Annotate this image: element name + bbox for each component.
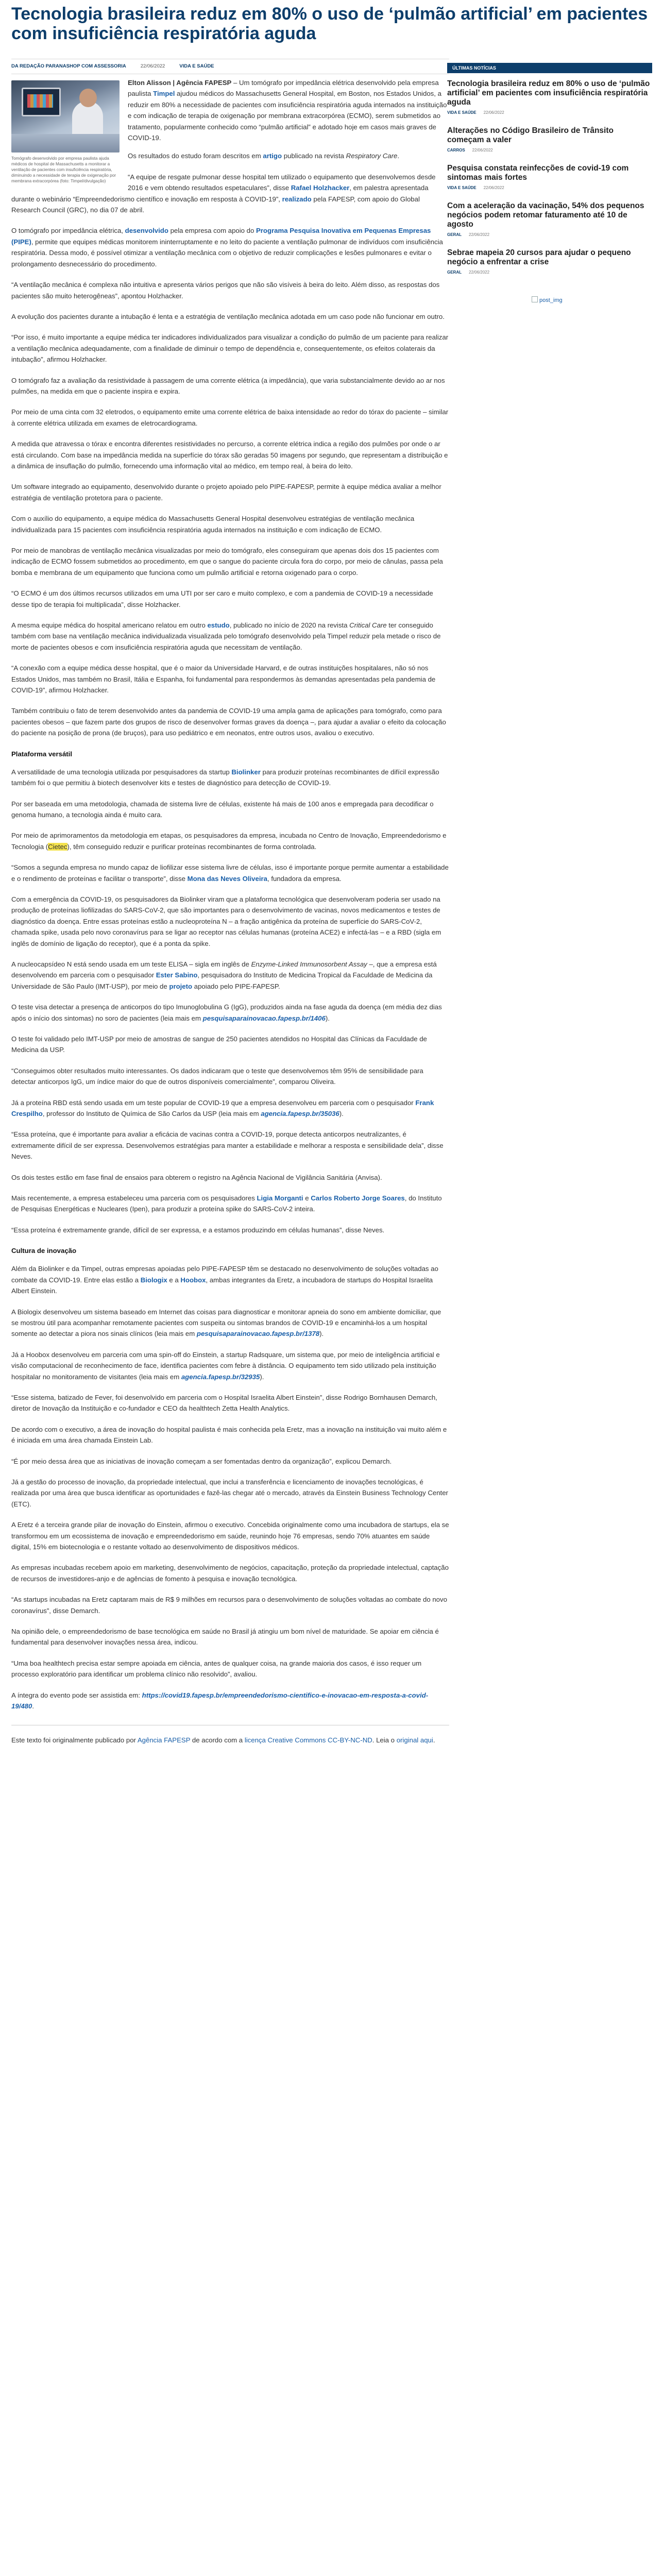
sidebar-ad[interactable] <box>447 293 652 427</box>
paragraph: Por meio de aprimoramentos da metodologia em etapas, os pesquisadores da empresa, incubada no Centro de Inovação, Empreendedorismo e Tecnologia (Cietec), têm conseguido reduzir e purificar proteínas recombinantes de forma controlada. <box>11 832 447 851</box>
link-1378[interactable]: pesquisaparainovacao.fapesp.br/1378 <box>196 1330 320 1338</box>
paragraph: “A equipe de resgate pulmonar desse hospital tem utilizado o equipamento que desenvolvemos desde 2016 e vem obtendo resultados espetaculares”, disse Rafael Holzhacker, em palestra apresentada durante o webinário “Empreendedorismo científico e inovação em resposta à COVID-19”, realizado pela FAPESP, com apoio do Global Research Council (GRC), no dia 07 de abril. <box>11 173 436 214</box>
link-original[interactable]: original aqui <box>396 1736 433 1744</box>
lead-paragraph: Elton Alisson | Agência FAPESP – Um tomógrafo por impedância elétrica desenvolvido pela empresa paulista Timpel ajudou médicos do Massachusetts General Hospital, em Boston, nos Estados Unidos, a reduzir em 80% a necessidade de pacientes com insuficiência respiratória aguda internados na instituição e com indicação de terapia de oxigenação por membrana extracorpórea (ECMO), serem submetidos ao tratamento, popularmente conhecido como “pulmão artificial” e adotado hoje em casos mais graves de COVID-19. <box>128 79 447 142</box>
link-biolinker[interactable]: Biolinker <box>231 768 261 776</box>
link-35036[interactable]: agencia.fapesp.br/35036 <box>261 1110 339 1118</box>
article-body <box>11 77 449 1756</box>
news-meta: VIDA E SAÚDE 22/06/2022 <box>447 185 504 190</box>
link-soares[interactable]: Carlos Roberto Jorge Soares <box>311 1194 405 1202</box>
news-title[interactable]: Alterações no Código Brasileiro de Trânsito começam a valer <box>447 126 614 144</box>
paragraph: Por meio de manobras de ventilação mecânica visualizadas por meio do tomógrafo, eles conseguiram que apenas dois dos 15 pacientes com indicação de ECMO fossem submetidos ao procedimento, em que o sangue do paciente circula fora do corpo, por meio de cânulas, passa pela bomba e membrana de um equipamento que funciona como um pulmão artificial e retorna oxigenado para o corpo. <box>11 547 443 577</box>
sidebar-news-item[interactable] <box>447 201 652 242</box>
paragraph: A mesma equipe médica do hospital americano relatou em outro estudo, publicado no início de 2020 na revista Critical Care ter conseguido também com base na ventilação mecânica individualizada visualizada pelo tomógrafo desenvolvido pela Timpel reduzir pela metade o risco de morte de pacientes obesos e com insuficiência respiratória aguda que necessitam de ventilação. <box>11 621 441 651</box>
paragraph: “As startups incubadas na Eretz captaram mais de R$ 9 milhões em recursos para o desenvolvimento de soluções voltadas ao combate do novo coronavírus”, disse Demarch. <box>11 1596 447 1615</box>
paragraph: A versatilidade de uma tecnologia utilizada por pesquisadores da startup Biolinker para produzir proteínas recombinantes de difícil expressão também foi o que permitiu à biotech desenvolver kits e testes de diagnóstico para detecção de COVID-19. <box>11 768 439 787</box>
link-desenvolvido[interactable]: desenvolvido <box>125 227 168 235</box>
paragraph: A nucleocapsídeo N está sendo usada em um teste ELISA – sigla em inglês de Enzyme-Linked Immunosorbent Assay –, que a empresa está desenvolvendo em parceria com o pesquisador Ester Sabino, pesquisadora do Instituto de Medicina Tropical da Faculdade de Medicina da Universidade de São Paulo (IMT-USP), por meio de projeto apoiado pelo PIPE-FAPESP. <box>11 960 437 990</box>
link-estudo[interactable]: estudo <box>207 621 230 630</box>
link-timpel[interactable]: Timpel <box>153 90 175 98</box>
paragraph: “Conseguimos obter resultados muito interessantes. Os dados indicaram que o teste que desenvolvemos têm 95% de sensibilidade para detectar anticorpos IgG, um índice maior do que de outros disponíveis comercialmente”, comparou Oliveira. <box>11 1066 423 1086</box>
paragraph: “Esse sistema, batizado de Fever, foi desenvolvido em parceria com o Hospital Israelita Albert Einstein”, disse Rodrigo Bornhausen Demarch, diretor de Inovação da Instituição e co-fundador e CEO da healthtech Zetta Health Analytics. <box>11 1393 437 1413</box>
news-meta: CARROS 22/06/2022 <box>447 148 493 152</box>
news-title[interactable]: Tecnologia brasileira reduz em 80% o uso de ‘pulmão artificial’ em pacientes com insuficiência respiratória aguda <box>447 79 650 107</box>
paragraph: O teste foi validado pelo IMT-USP por meio de amostras de sangue de 250 pacientes atendidos no Hospital das Clínicas da Faculdade de Medicina da USP. <box>11 1035 427 1054</box>
paragraph: O tomógrafo por impedância elétrica, desenvolvido pela empresa com apoio do Programa Pesquisa Inovativa em Pequenas Empresas (PIPE), permite que equipes médicas monitorem ininterruptamente e no leito do paciente a ventilação pulmonar de indivíduos com insuficiência respiratória. Dessa modo, é possível otimizar a ventilação mecânica com o objetivo de reduzir complicações e lesões pulmonares e evitar o prolongamento desnecessário do procedimento. <box>11 227 443 268</box>
paragraph: Por ser baseada em uma metodologia, chamada de sistema livre de células, existente há mais de 100 anos e empregada para decodificar o genoma humano, a tecnologia ainda é muito cara. <box>11 800 434 819</box>
section-heading: Plataforma versátil <box>11 750 73 758</box>
paragraph: “O ECMO é um dos últimos recursos utilizados em uma UTI por ser caro e muito complexo, e com a pandemia de COVID-19 a necessidade desse tipo de terapia foi multiplicada”, disse Holzhacker. <box>11 589 433 608</box>
news-meta: GERAL 22/06/2022 <box>447 270 490 275</box>
lead-author: Elton Alisson | Agência FAPESP <box>128 79 232 87</box>
broken-image-icon[interactable]: post_img <box>532 296 563 303</box>
sidebar-news-item[interactable] <box>447 126 652 158</box>
paragraph: “Uma boa healthtech precisa estar sempre apoiada em ciência, antes de qualquer coisa, na grande maioria dos casos, é isso requer um processo exploratório para identificar um problema clínico não resolvido”, avaliou. <box>11 1659 422 1679</box>
paragraph: “A conexão com a equipe médica desse hospital, que é o maior da Universidade Harvard, e de outras instituições hospitalares, não só nos Estados Unidos, mas também no Brasil, Itália e Espanha, foi fundamental para respondermos às demandas apresentadas pela pandemia de COVID-19”, afirmou Holzhacker. <box>11 664 436 694</box>
paragraph: “Essa proteína é extremamente grande, difícil de ser expressa, e a estamos produzindo em células humanas”, disse Neves. <box>11 1226 385 1234</box>
sidebar <box>445 63 652 427</box>
link-covid19-event[interactable]: https://covid19.fapesp.br/empreendedorismo-cientifico-e-inovacao-em-resposta-a-covid-19/480 <box>11 1691 429 1710</box>
paragraph: Já a gestão do processo de inovação, da propriedade intelectual, que inclui a transferência e licenciamento de inovações tecnológicas, é realizada por uma área que busca identificar as oportunidades e fazê-las chegar até o mercado, através da Einstein Business Technology Center (ETC). <box>11 1478 448 1508</box>
article-figure <box>11 80 120 184</box>
news-title[interactable]: Sebrae mapeia 20 cursos para ajudar o pequeno negócio a enfrentar a crise <box>447 248 631 266</box>
paragraph: Também contribuiu o fato de terem desenvolvido antes da pandemia de COVID-19 uma ampla gama de aplicações para tomógrafo, como para pacientes obesos – que fazem parte dos grupos de risco de desenvolver formas graves da doença –, para ajudar a avaliar o efeito da colocação do paciente na posição de prona (de bruços), para uso pediátrico e em neonatos, entre outros usos, avaliou o executivo. <box>11 707 446 737</box>
link-pipe[interactable]: Programa Pesquisa Inovativa em Pequenas Empresas (PIPE) <box>11 227 431 246</box>
paragraph: “É por meio dessa área que as iniciativas de inovação começam a ser fomentadas dentro da organização”, explicou Demarch. <box>11 1457 392 1465</box>
link-realizado[interactable]: realizado <box>282 195 312 203</box>
link-32935[interactable]: agencia.fapesp.br/32935 <box>181 1372 260 1381</box>
paragraph: A medida que atravessa o tórax e encontra diferentes resistividades no percurso, a corrente elétrica indica a região dos pulmões por onde o ar está circulando. Com base na impedância medida na superfície do tórax são geradas 50 imagens por segundo, que representam a distribuição e a dinâmica de insuflação do pulmão, fornecendo uma informação vital ao médico, em tempo real, à beira do leito. <box>11 440 448 470</box>
paragraph: Por meio de uma cinta com 32 eletrodos, o equipamento emite uma corrente elétrica de baixa intensidade ao redor do tórax do paciente – similar à corrente elétrica utilizada em exames de eletrocardiograma. <box>11 408 449 427</box>
link-agencia-fapesp[interactable]: Agência FAPESP <box>137 1736 191 1744</box>
paragraph: Com o auxílio do equipamento, a equipe médica do Massachusetts General Hospital desenvolveu estratégias de ventilação mecânica individualizada para 15 pacientes com insuficiência respiratória aguda internados na instituição e com indicação de ECMO. <box>11 515 415 534</box>
paragraph: O teste visa detectar a presença de anticorpos do tipo Imunoglobulina G (IgG), produzidos ainda na fase aguda da doença (em média dez dias após o início dos sintomas) no soro de pacientes (leia mais em pesquisaparainovacao.fapesp.br/1406). <box>11 1003 442 1022</box>
link-mona[interactable]: Mona das Neves Oliveira <box>187 874 267 883</box>
paragraph: “Essa proteína, que é importante para avaliar a eficácia de vacinas contra a COVID-19, porque detecta anticorpos neutralizantes, é extremamente difícil de ser expressa. Desenvolvemos estratégias para manter a estabilidade e melhorar a resposta e sensibilidade dela”, disse Neves. <box>11 1130 444 1161</box>
paragraph: A Biologix desenvolveu um sistema baseado em Internet das coisas para diagnosticar e monitorar apneia do sono em ambiente domiciliar, que se mostrou útil para acompanhar remotamente pacientes com suspeita ou sintomas brandos de COVID-19 e encaminhá-los a um hospital somente ao detectar a piora nos sinais clínicos (leia mais em pesquisaparainovacao.fapesp.br/1378). <box>11 1308 441 1338</box>
link-morganti[interactable]: Ligia Morganti <box>257 1194 303 1202</box>
section-heading: Cultura de inovação <box>11 1247 77 1255</box>
footer-note: Este texto foi originalmente publicado por Agência FAPESP de acordo com a licença Creative Commons CC-BY-NC-ND. Leia o original aqui. <box>11 1736 435 1744</box>
article-title: Tecnologia brasileira reduz em 80% o uso de ‘pulmão artificial’ em pacientes com insuficiência respiratória aguda <box>11 4 648 43</box>
highlight-cietec: Cietec <box>48 842 67 851</box>
paragraph: Na opinião dele, o empreendedorismo de base tecnológica em saúde no Brasil já atingiu um bom nível de maturidade. Se apoiar em ciência é fundamental para desenvolver inovações nessa área, indicou. <box>11 1628 439 1647</box>
news-title[interactable]: Pesquisa constata reinfecções de covid-19 com sintomas mais fortes <box>447 164 629 182</box>
photo-caption: Tomógrafo desenvolvido por empresa paulista ajuda médicos de hospital de Massachusetts a monitorar a ventilação de pacientes com insuficiência respiratória, diminuindo a necessidade de terapia de oxigenação por membrana extracorpórea (foto: Timpel/divulgação) <box>11 156 116 183</box>
sidebar-news-item[interactable] <box>447 164 652 195</box>
sidebar-heading: ÚLTIMAS NOTÍCIAS <box>447 63 652 73</box>
meta-source: DA REDAÇÃO PARANASHOP COM ASSESSORIA <box>11 63 126 69</box>
paragraph: Os resultados do estudo foram descritos em artigo publicado na revista Respiratory Care. <box>128 152 400 160</box>
paragraph: “Somos a segunda empresa no mundo capaz de liofilizar esse sistema livre de células, isso é importante porque permite aumentar a estabilidade e o rendimento de proteínas e facilitar o transporte”, disse Mona das Neves Oliveira, fundadora da empresa. <box>11 863 449 883</box>
paragraph: Já a Hoobox desenvolveu em parceria com uma spin-off do Einstein, a startup Radsquare, um sistema que, por meio de inteligência artificial e visão computacional de reconhecimento de face, identifica pacientes com febre à distância. O equipamento tem sido utilizado pela instituição hospitalar no monitoramento de visitantes (leia mais em agencia.fapesp.br/32935). <box>11 1350 440 1381</box>
paragraph: O tomógrafo faz a avaliação da resistividade à passagem de uma corrente elétrica (a impedância), que varia substancialmente devido ao ar nos pulmões, na medida em que o paciente inspira e expira. <box>11 376 445 395</box>
news-meta: VIDA E SAÚDE 22/06/2022 <box>447 110 504 115</box>
meta-date: 22/06/2022 <box>140 63 165 69</box>
link-hoobox[interactable]: Hoobox <box>180 1276 206 1284</box>
paragraph: A íntegra do evento pode ser assistida em: https://covid19.fapesp.br/empreendedorismo-cientifico-e-inovacao-em-resposta-a-covid-19/480. <box>11 1691 429 1710</box>
paragraph: A evolução dos pacientes durante a intubação é lenta e a estratégia de ventilação mecânica adotada em um caso pode não funcionar em outro. <box>11 312 445 320</box>
paragraph: Um software integrado ao equipamento, desenvolvido durante o projeto apoiado pelo PIPE-FAPESP, permite à equipe médica avaliar a melhor estratégia de ventilação protetora para o paciente. <box>11 483 441 502</box>
meta-section[interactable]: VIDA E SAÚDE <box>179 63 214 69</box>
paragraph: Já a proteína RBD está sendo usada em um teste popular de COVID-19 que a empresa desenvolveu em parceria com o pesquisador Frank Crespilho, professor do Instituto de Química de São Carlos da USP (leia mais em agencia.fapesp.br/35036). <box>11 1098 434 1118</box>
link-holzhacker[interactable]: Rafael Holzhacker <box>291 184 350 192</box>
link-ester-sabino[interactable]: Ester Sabino <box>156 971 198 979</box>
sidebar-news-item[interactable] <box>447 79 652 120</box>
link-artigo[interactable]: artigo <box>263 152 282 160</box>
paragraph: “A ventilação mecânica é complexa não intuitiva e apresenta vários perigos que não são visíveis à beira do leito. Além disso, as respostas dos pacientes são muito heterogêneas”, apontou Holzhacker. <box>11 281 440 300</box>
link-projeto[interactable]: projeto <box>169 982 193 990</box>
paragraph: As empresas incubadas recebem apoio em marketing, desenvolvimento de negócios, capacitação, proteção da propriedade intelectual, captação de recursos de investidores-anjo e de agências de fomento à pesquisa e inovação tecnológica. <box>11 1564 449 1583</box>
paragraph: Com a emergência da COVID-19, os pesquisadores da Biolinker viram que a plataforma tecnológica que desenvolveram poderia ser usado na produção de proteínas liofilizadas do SARS-CoV-2, que são importantes para o desenvolvimento de vacinas, novos medicamentos e testes de diagnóstico da doença. Entre essas proteínas estão a nucleoproteína N – a fração antigênica da proteína de superfície do SARS-CoV-2, chamada spike, usada pelo novo coronavírus para se ligar ao receptor nas células humanas (proteína ACE2) e infectá-las – e a RBD (sigla em inglês de domínio de ligação do receptor), que é a ponta da spike. <box>11 895 441 947</box>
paragraph: Os dois testes estão em fase final de ensaios para obterem o registro na Agência Nacional de Vigilância Sanitária (Anvisa). <box>11 1173 382 1181</box>
paragraph: A Eretz é a terceira grande pilar de inovação do Einstein, afirmou o executivo. Concebida originalmente como uma incubadora de startups, ela se transformou em um ecossistema de inovação e empreendedorismo em saúde, reunindo hoje 76 empresas, sendo 70% atuantes em saúde digital, 15% em biotecnologia e o restante voltado ao desenvolvimento de dispositivos médicos. <box>11 1521 449 1551</box>
paragraph: Mais recentemente, a empresa estabeleceu uma parceria com os pesquisadores Ligia Morganti e Carlos Roberto Jorge Soares, do Instituto de Pesquisas Energéticas e Nucleares (Ipen), para produzir a proteína spike do SARS-CoV-2 inteira. <box>11 1194 442 1213</box>
sidebar-news-item[interactable] <box>447 248 652 280</box>
paragraph: “Por isso, é muito importante a equipe médica ter indicadores individualizados para visualizar a condição do pulmão de um paciente para realizar a ventilação mecânica adequadamente, com a finalidade de diminuir o tempo de dependência e, consequentemente, os efeitos colaterais da intubação”, afirmou Holzhacker. <box>11 333 449 364</box>
article-meta <box>11 59 449 74</box>
paragraph: De acordo com o executivo, a área de inovação do hospital paulista é mais conhecida pela Eretz, mas a inovação na instituição vai muito além e é iniciada em uma área chamada Einstein Lab. <box>11 1425 447 1445</box>
paragraph: Além da Biolinker e da Timpel, outras empresas apoiadas pelo PIPE-FAPESP têm se destacado no desenvolvimento de soluções voltadas ao combate da COVID-19. Entre elas estão a Biologix e a Hoobox, ambas integrantes da Eretz, a incubadora de startups do Hospital Israelita Albert Einstein. <box>11 1265 438 1295</box>
link-license[interactable]: licença Creative Commons CC-BY-NC-ND <box>244 1736 372 1744</box>
article-photo <box>11 80 120 152</box>
news-meta: GERAL 22/06/2022 <box>447 232 490 237</box>
link-crespilho[interactable]: Frank Crespilho <box>11 1098 434 1118</box>
link-1406[interactable]: pesquisaparainovacao.fapesp.br/1406 <box>202 1014 326 1022</box>
news-title[interactable]: Com a aceleração da vacinação, 54% dos pequenos negócios podem retomar faturamento até 10 de agosto <box>447 201 644 229</box>
link-biologix[interactable]: Biologix <box>140 1276 167 1284</box>
